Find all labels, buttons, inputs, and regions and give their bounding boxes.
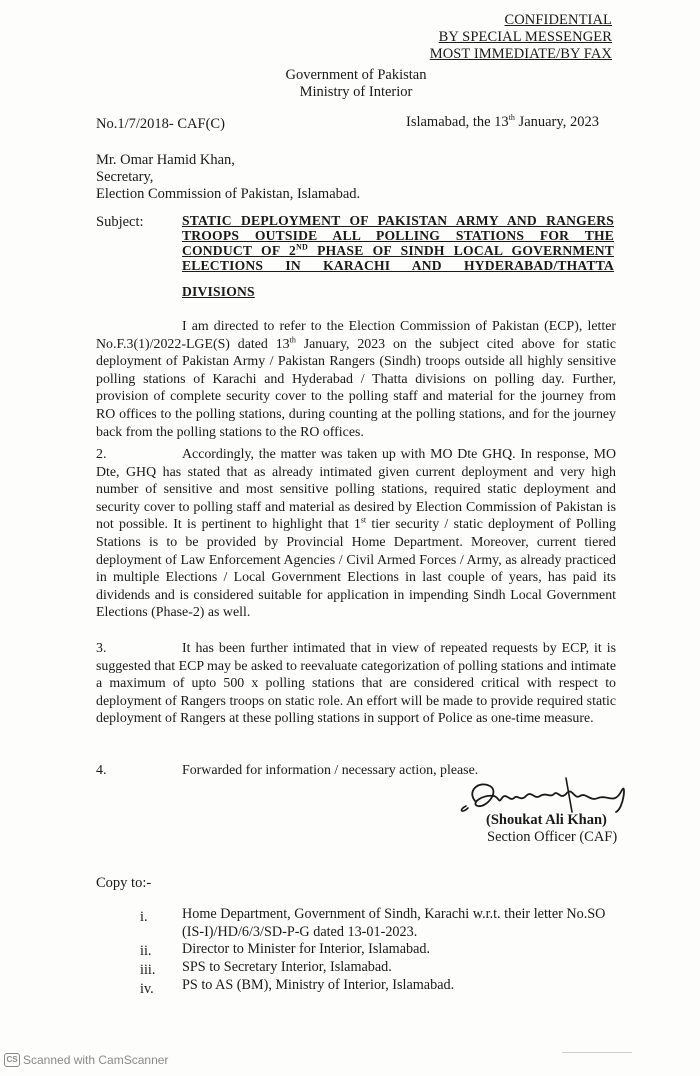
addressee-title: Secretary, [96, 169, 154, 185]
subject-line-3: CONDUCT OF 2ND PHASE OF SINDH LOCAL GOVERNMENT [182, 242, 614, 258]
copy-to-item-text: PS to AS (BM), Ministry of Interior, Islamabad. [182, 977, 455, 993]
subject-line-1: STATIC DEPLOYMENT OF PAKISTAN ARMY AND RANGERS [182, 213, 614, 228]
classification-immediate: MOST IMMEDIATE/BY FAX [429, 46, 612, 62]
subject-text [182, 213, 614, 273]
paragraph-2: 2. Accordingly, the matter was taken up with MO Dte GHQ. In response, MO Dte, GHQ has stated that as already intimated given current deployment and very high number of sensitive and most sensitive polling stations, required static deployment and security cover to polling staff and material as desired by Election Commission of Pakistan is not possible. It is pertinent to highlight that 1st tier security / static deployment of Polling Stations is to be provided by Provincial Home Department. Moreover, current tiered deployment of Law Enforcement Agencies / Civil Armed Forces / Army, as already practiced in multiple Elections / Local Government Elections in last couple of years, has paid its dividends and is considered suitable for application in impending Sindh Local Government Elections (Phase-2) as well. [96, 447, 616, 621]
footer-divider [562, 1052, 632, 1053]
classification-confidential: CONFIDENTIAL [504, 12, 612, 28]
classification-messenger: BY SPECIAL MESSENGER [438, 29, 612, 45]
paragraph-4: 4. Forwarded for information / necessary action, please. [96, 763, 479, 778]
subject-line-5: DIVISIONS [182, 284, 255, 299]
reference-number: No.1/7/2018- CAF(C) [96, 116, 225, 132]
subject-label: Subject: [96, 214, 144, 230]
signatory-name: (Shoukat Ali Khan) [486, 812, 607, 828]
copy-to-item-text: SPS to Secretary Interior, Islamabad. [182, 959, 392, 975]
subject-line-4: ELECTIONS IN KARACHI AND HYDERABAD/THATTA [182, 258, 614, 273]
addressee-org: Election Commission of Pakistan, Islamabad. [96, 186, 361, 202]
scanner-watermark-text: Scanned with CamScanner [23, 1053, 169, 1067]
paragraph-2-number: 2. [96, 447, 107, 462]
copy-to-item-number: iii. [140, 962, 156, 978]
scanner-watermark [4, 1053, 168, 1067]
paragraph-3: 3. It has been further intimated that in view of repeated requests by ECP, it is suggested that ECP may be asked to reevaluate categorization of polling stations and intimate a maximum of upto 500 x polling stations that are considered critical with respect to deployment of Rangers troops on static role. An effort will be made to provide required static deployment of Rangers at these polling stations in support of Police as one-time measure. [96, 641, 616, 727]
camscanner-logo-icon: CS [4, 1053, 20, 1067]
addressee-name: Mr. Omar Hamid Khan, [96, 152, 235, 168]
subject-line-2: TROOPS OUTSIDE ALL POLLING STATIONS FOR THE [182, 228, 614, 243]
copy-to-item-text: Home Department, Government of Sindh, Karachi w.r.t. their letter No.SO (IS-I)/HD/6/3/SD-P-G dated 13-01-2023. [182, 906, 606, 940]
paragraph-3-number: 3. [96, 641, 107, 656]
letter-date: Islamabad, the 13th January, 2023 [406, 113, 599, 130]
copy-to-item-number: iv. [140, 981, 154, 997]
copy-to-item-number: i. [140, 909, 148, 925]
signatory-title: Section Officer (CAF) [487, 829, 618, 845]
paragraph-4-number: 4. [96, 763, 107, 778]
copy-to-item-text: Director to Minister for Interior, Islamabad. [182, 941, 431, 957]
header-government: Government of Pakistan [285, 67, 427, 83]
copy-to-item-number: ii. [140, 943, 152, 959]
copy-to-label: Copy to:- [96, 875, 152, 891]
paragraph-1: I am directed to refer to the Election Commission of Pakistan (ECP), letter No.F.3(1)/2022-LGE(S) dated 13th January, 2023 on the subject cited above for static deployment of Pakistan Army / Pakistan Rangers (Sindh) troops outside all highly sensitive polling stations of Karachi and Hyderabad / Thatta divisions on polling day. Further, provision of complete security cover to the polling staff and material for the journey from RO offices to the polling stations, during counting at the polling stations, and for the journey back from the polling stations to the RO offices. [96, 319, 616, 440]
header-ministry: Ministry of Interior [299, 84, 413, 100]
